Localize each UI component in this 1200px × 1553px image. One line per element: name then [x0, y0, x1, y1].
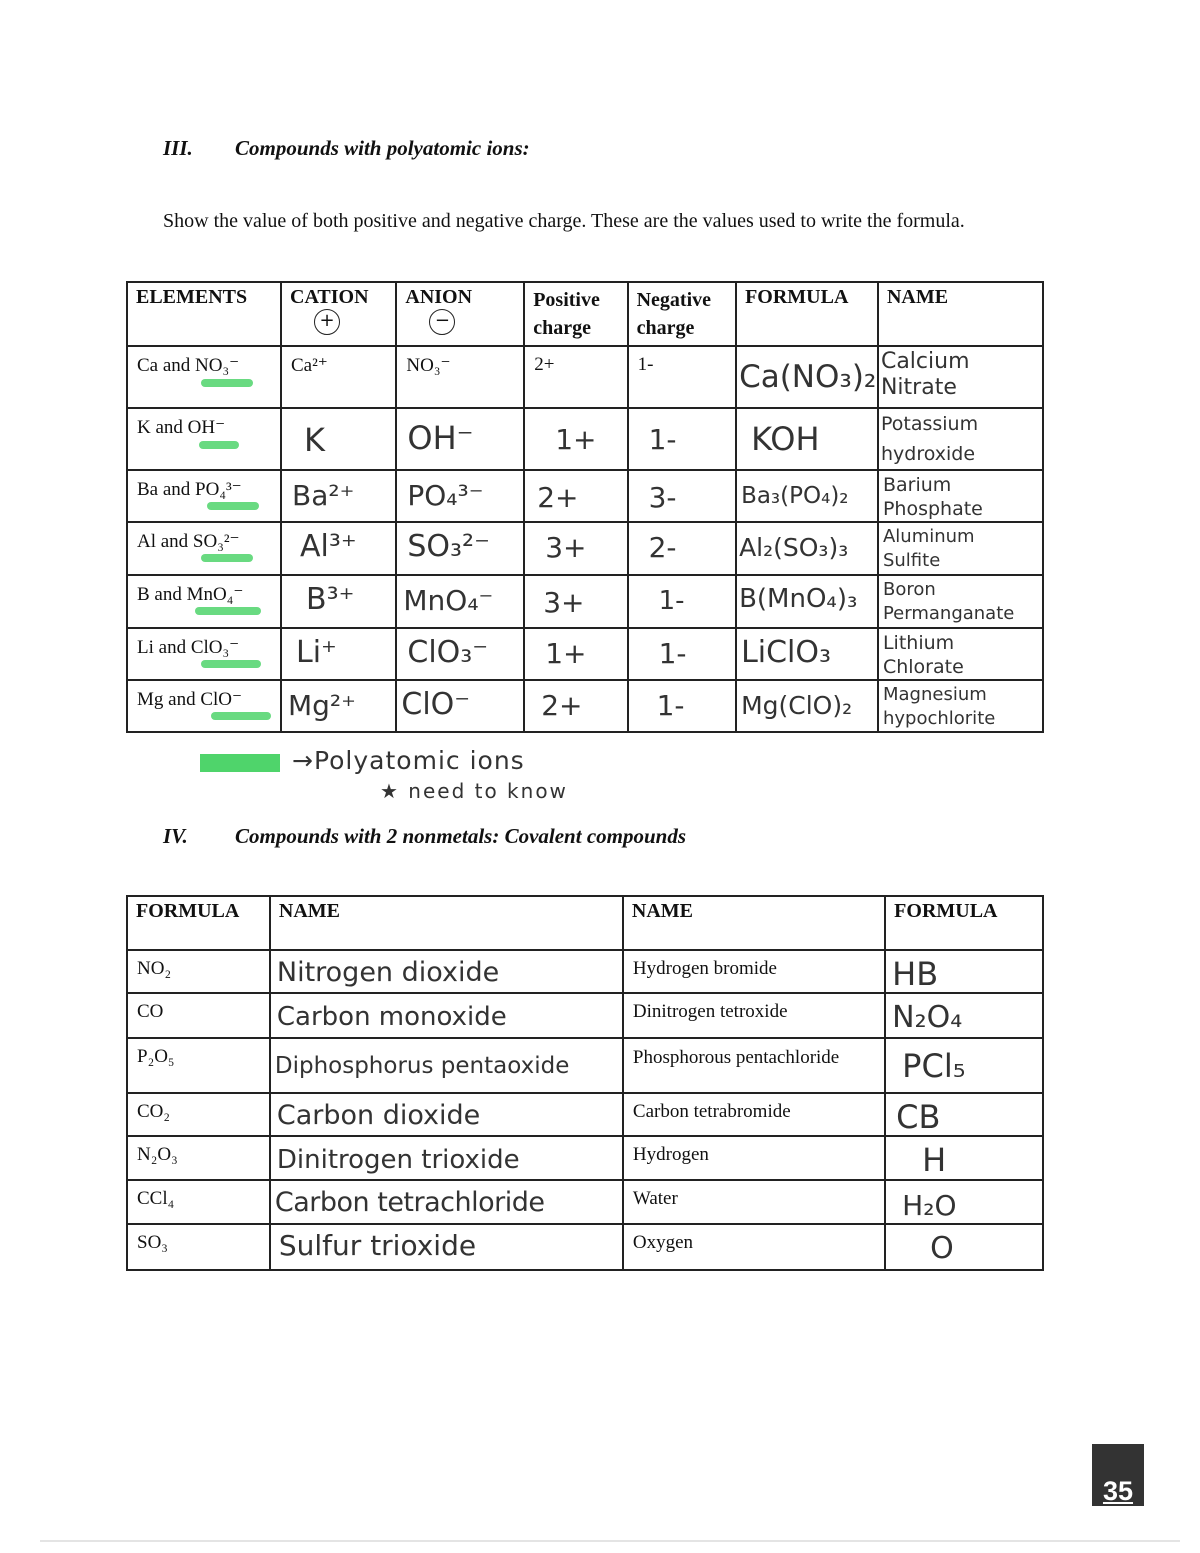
positive-charge-cell: 1+ [524, 408, 627, 470]
section-4-title: Compounds with 2 nonmetals: Covalent compounds [235, 824, 687, 848]
positive-charge-cell: 1+ [524, 628, 627, 680]
cation-cell: Ba²⁺ [281, 470, 396, 522]
legend-text: →Polyatomic ions [292, 746, 525, 775]
positive-charge-cell: 3+ [524, 522, 627, 575]
name-cell: Aluminum Sulfite [878, 522, 1043, 575]
elements-cell: B and MnO₄⁻ [127, 575, 281, 628]
polyatomic-table [126, 281, 1044, 733]
formula-b-cell: N₂O₄ [885, 993, 1043, 1038]
highlight-mark [195, 607, 261, 615]
formula-b-cell: PCl₅ [885, 1038, 1043, 1093]
highlight-mark [201, 660, 261, 668]
polyatomic-header-row [127, 282, 1043, 346]
name-cell: Magnesium hypochlorite [878, 680, 1043, 732]
anion-cell: MnO₄⁻ [396, 575, 524, 628]
table-row [127, 1038, 1043, 1093]
formula-a-cell: CO [127, 993, 270, 1038]
formula-cell: KOH [736, 408, 878, 470]
table-row [127, 1093, 1043, 1136]
name-b-cell: Dinitrogen tetroxide [623, 993, 885, 1038]
table-row [127, 1136, 1043, 1180]
negative-charge-cell: 1- [628, 628, 736, 680]
negative-charge-cell: 2- [628, 522, 736, 575]
name-cell: Boron Permanganate [878, 575, 1043, 628]
minus-circle-icon: − [429, 309, 455, 335]
formula-b-cell: H [885, 1136, 1043, 1180]
table-row [127, 470, 1043, 522]
header-name: NAME [878, 282, 1043, 346]
cation-cell: Ca²⁺ [281, 346, 396, 408]
table-row [127, 950, 1043, 993]
anion-cell: PO₄³⁻ [396, 470, 524, 522]
negative-charge-cell: 1- [628, 680, 736, 732]
positive-charge-cell: 2+ [524, 346, 627, 408]
section-3-heading [163, 136, 530, 161]
formula-b-cell: CB [885, 1093, 1043, 1136]
cation-cell: Al³⁺ [281, 522, 396, 575]
name-b-cell: Oxygen [623, 1224, 885, 1270]
positive-charge-cell: 2+ [524, 680, 627, 732]
anion-cell: ClO₃⁻ [396, 628, 524, 680]
highlight-mark [211, 712, 271, 720]
negative-charge-cell: 1- [628, 346, 736, 408]
header-formula-a: FORMULA [127, 896, 270, 950]
formula-b-cell: H₂O [885, 1180, 1043, 1224]
formula-a-cell: SO₃ [127, 1224, 270, 1270]
name-a-cell: Dinitrogen trioxide [270, 1136, 623, 1180]
name-a-cell: Carbon tetrachloride [270, 1180, 623, 1224]
formula-cell: Ca(NO₃)₂ [736, 346, 878, 408]
header-name-b: NAME [623, 896, 885, 950]
cation-cell: Li⁺ [281, 628, 396, 680]
highlight-mark [207, 502, 259, 510]
elements-cell: Li and ClO₃⁻ [127, 628, 281, 680]
negative-charge-cell: 1- [628, 575, 736, 628]
negative-charge-cell: 3- [628, 470, 736, 522]
page-number: 35 [1092, 1444, 1144, 1506]
header-anion: ANION − [396, 282, 524, 346]
anion-cell: OH⁻ [396, 408, 524, 470]
name-b-cell: Phosphorous pentachloride [623, 1038, 885, 1093]
name-a-cell: Diphosphorus pentaoxide [270, 1038, 623, 1093]
formula-cell: Al₂(SO₃)₃ [736, 522, 878, 575]
name-a-cell: Sulfur trioxide [270, 1224, 623, 1270]
table-row [127, 408, 1043, 470]
section-3-number: III. [163, 136, 193, 160]
table-row [127, 628, 1043, 680]
name-a-cell: Carbon monoxide [270, 993, 623, 1038]
formula-b-cell: HB [885, 950, 1043, 993]
positive-charge-cell: 3+ [524, 575, 627, 628]
positive-charge-cell: 2+ [524, 470, 627, 522]
formula-a-cell: N₂O₃ [127, 1136, 270, 1180]
section-4-heading [163, 824, 686, 849]
covalent-table [126, 895, 1044, 1271]
anion-cell: ClO⁻ [396, 680, 524, 732]
formula-cell: Mg(ClO)₂ [736, 680, 878, 732]
highlight-mark [201, 554, 253, 562]
table-row [127, 522, 1043, 575]
name-a-cell: Carbon dioxide [270, 1093, 623, 1136]
header-formula-b: FORMULA [885, 896, 1043, 950]
anion-cell: SO₃²⁻ [396, 522, 524, 575]
header-cation: CATION + [281, 282, 396, 346]
covalent-header-row [127, 896, 1043, 950]
elements-cell: Mg and ClO⁻ [127, 680, 281, 732]
name-b-cell: Hydrogen [623, 1136, 885, 1180]
highlight-legend-swatch [200, 754, 280, 772]
section-3-title: Compounds with polyatomic ions: [235, 136, 530, 160]
scan-edge-line [40, 1540, 1180, 1542]
name-b-cell: Hydrogen bromide [623, 950, 885, 993]
elements-cell: K and OH⁻ [127, 408, 281, 470]
cation-cell: K [281, 408, 396, 470]
table-row [127, 346, 1043, 408]
formula-cell: Ba₃(PO₄)₂ [736, 470, 878, 522]
table-row [127, 1180, 1043, 1224]
header-formula: FORMULA [736, 282, 878, 346]
table-row [127, 575, 1043, 628]
section-3-intro: Show the value of both positive and negative charge. These are the values used to write the formula. [163, 210, 965, 232]
elements-cell: Al and SO₃²⁻ [127, 522, 281, 575]
cation-cell: B³⁺ [281, 575, 396, 628]
name-cell: Potassium hydroxide [878, 408, 1043, 470]
highlight-mark [201, 379, 253, 387]
elements-cell: Ca and NO₃⁻ [127, 346, 281, 408]
formula-a-cell: CO₂ [127, 1093, 270, 1136]
name-a-cell: Nitrogen dioxide [270, 950, 623, 993]
header-elements: ELEMENTS [127, 282, 281, 346]
formula-b-cell: O [885, 1224, 1043, 1270]
formula-a-cell: CCl₄ [127, 1180, 270, 1224]
elements-cell: Ba and PO₄³⁻ [127, 470, 281, 522]
name-b-cell: Carbon tetrabromide [623, 1093, 885, 1136]
table-row [127, 680, 1043, 732]
formula-cell: LiClO₃ [736, 628, 878, 680]
negative-charge-cell: 1- [628, 408, 736, 470]
table-row [127, 993, 1043, 1038]
anion-cell: NO₃⁻ [396, 346, 524, 408]
header-negative-charge: Negative charge [628, 282, 736, 346]
formula-cell: B(MnO₄)₃ [736, 575, 878, 628]
name-cell: Barium Phosphate [878, 470, 1043, 522]
plus-circle-icon: + [314, 309, 340, 335]
table-row [127, 1224, 1043, 1270]
header-name-a: NAME [270, 896, 623, 950]
name-cell: Lithium Chlorate [878, 628, 1043, 680]
formula-a-cell: P₂O₅ [127, 1038, 270, 1093]
legend-note: ★ need to know [380, 779, 568, 803]
header-positive-charge: Positive charge [524, 282, 627, 346]
formula-a-cell: NO₂ [127, 950, 270, 993]
name-cell: Calcium Nitrate [878, 346, 1043, 408]
name-b-cell: Water [623, 1180, 885, 1224]
highlight-mark [199, 441, 239, 449]
cation-cell: Mg²⁺ [281, 680, 396, 732]
section-4-number: IV. [163, 824, 188, 848]
